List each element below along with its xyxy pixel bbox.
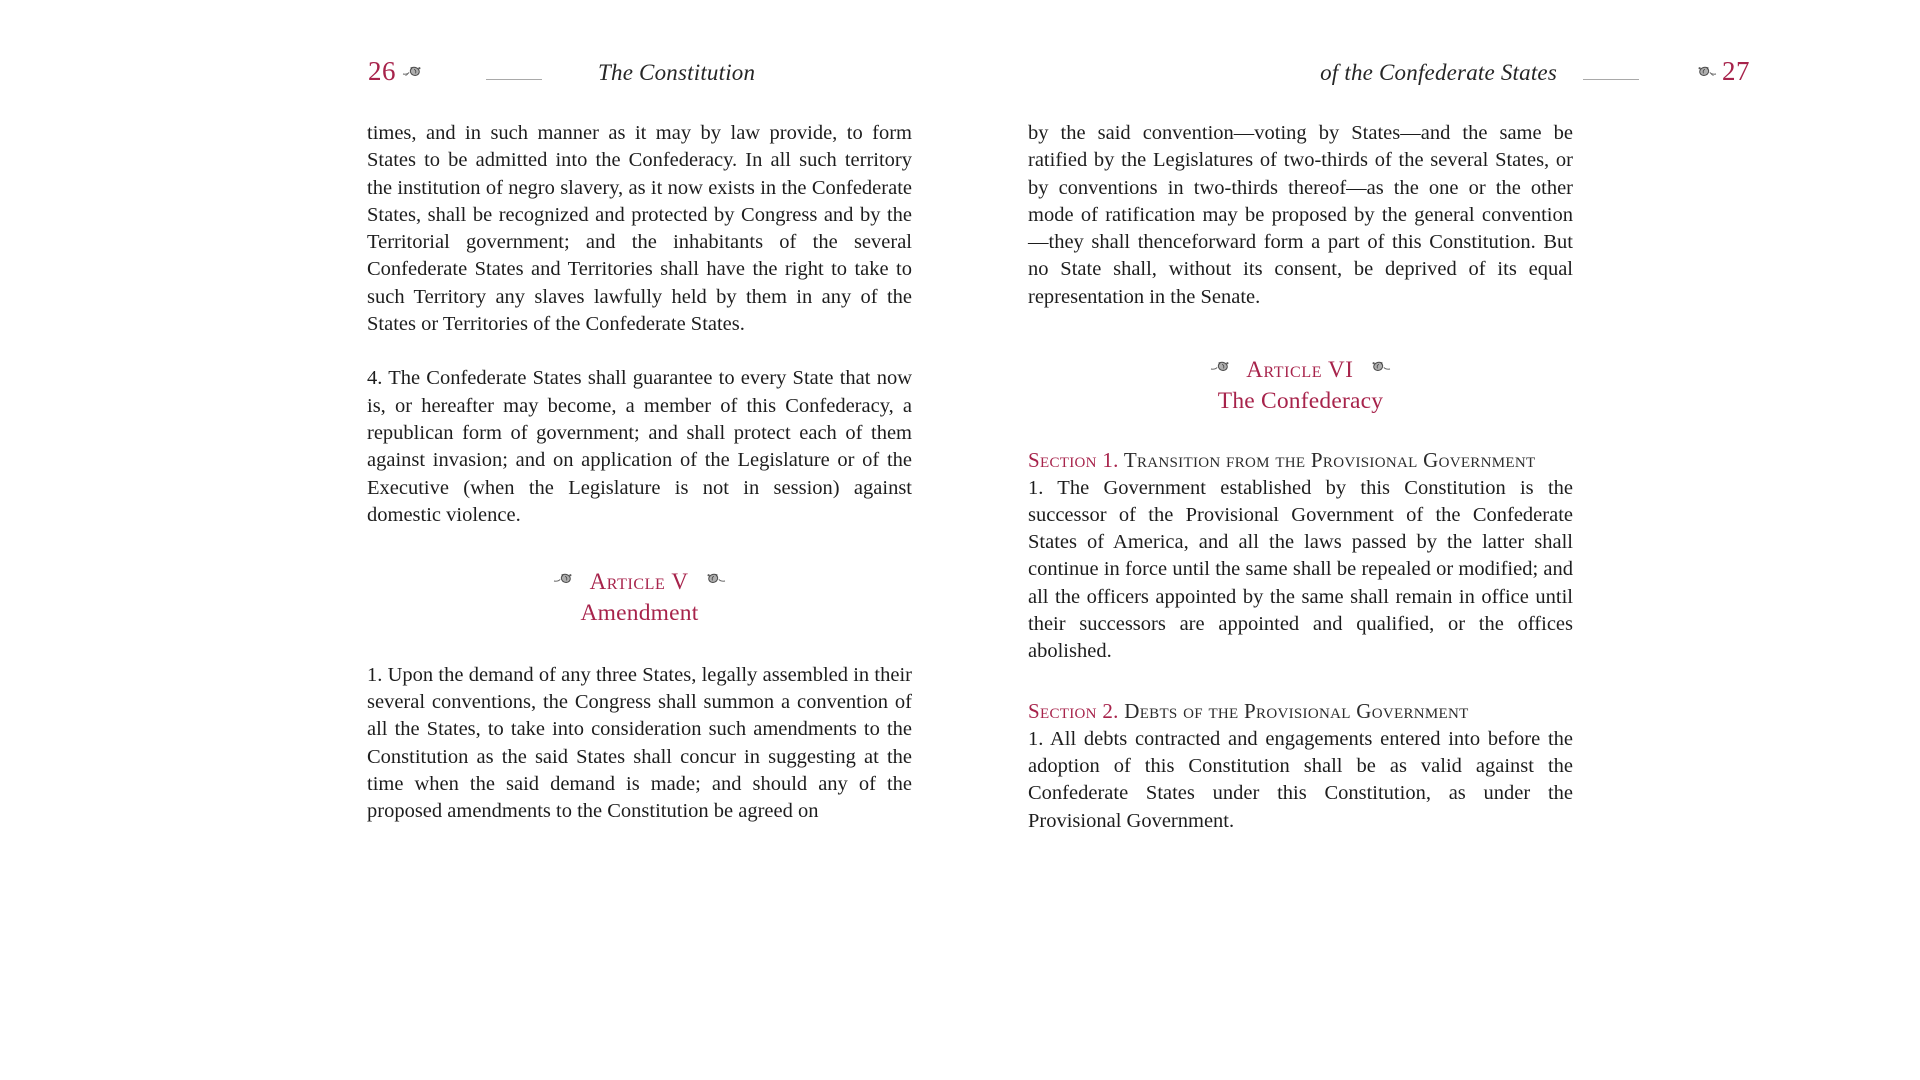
floral-ornament-icon — [704, 572, 726, 585]
running-head-left — [368, 56, 916, 90]
header-rule-right — [1583, 79, 1639, 80]
page-number-right: 27 — [1722, 56, 1750, 86]
paragraph: by the said convention—voting by States—and the same be ratified by the Legislatures of two-thirds of the several States, or by conventions in two-thirds thereof—as the one or the other mode of ratification may be proposed by the general convention—they shall thenceforward form a part of this Constitution. But no State shall, without its consent, be deprived of its equal representation in the Senate. — [1028, 122, 1573, 308]
article-heading-vi — [1028, 355, 1573, 416]
floral-ornament-icon — [1369, 360, 1391, 373]
article-title-text: The Confederacy — [1217, 387, 1384, 414]
article-number-text: Article VI — [1246, 357, 1354, 383]
left-page-text-column — [367, 120, 912, 825]
header-rule-left — [486, 79, 542, 80]
running-title-right: of the Confederate States — [1320, 60, 1557, 85]
floral-ornament-icon — [402, 65, 424, 78]
paragraph: 1. Upon the demand of any three States, legally assembled in their several conventions, the Congress shall summon a convention of all the States, to take into consideration such amendments to the Constitution as the said States shall concur in suggesting at the time when the said demand is made; and should any of the proposed amendments to the Constitution be agreed on — [367, 663, 912, 823]
article-heading-v — [367, 567, 912, 628]
paragraph: 1. All debts contracted and engagements entered into before the adoption of this Constitution shall be as valid against the Confederate States under this Constitution, as under the Provisional Government. — [1028, 727, 1573, 832]
running-title-left: The Constitution — [598, 60, 756, 85]
running-head-right — [1180, 56, 1750, 90]
paragraph: times, and in such manner as it may by law provide, to form States to be admitted into the Confederacy. In all such territory the institution of negro slavery, as it now exists in the Confederate States, shall be recognized and protected by Congress and by the Territorial government; and the inhabitants of the several Confederate States and Territories shall have the right to take to such Territory any slaves lawfully held by them in any of the States or Territories of the Confederate States. — [367, 122, 912, 336]
paragraph: 1. The Government established by this Constitution is the successor of the Provisional Government of the Confederate States of America, and all the laws passed by the latter shall continue in force until the same shall be repealed or modified; and all the officers appointed by the same shall remain in office until their successors are appointed and qualified, or the offices abolished. — [1028, 476, 1573, 663]
paragraph: 4. The Confederate States shall guarantee to every State that now is, or hereafter may become, a member of this Confederacy, a republican form of government; and shall protect each of them against invasion; and on application of the Legislature or of the Executive (when the Legislature is not in session) against domestic violence. — [367, 367, 912, 526]
page-number-left: 26 — [368, 56, 396, 86]
article-title-text: Amendment — [580, 599, 699, 626]
section-heading-2 — [1028, 699, 1573, 724]
floral-ornament-icon — [1695, 65, 1717, 78]
section-label: Section 1. — [1028, 447, 1119, 472]
floral-ornament-icon — [553, 572, 575, 585]
floral-ornament-icon — [1210, 360, 1232, 373]
article-number-text: Article V — [589, 569, 689, 595]
article-number-line — [367, 567, 912, 596]
section-title: Transition from the Provisional Government — [1123, 447, 1536, 472]
article-number-line — [1028, 355, 1573, 384]
section-title: Debts of the Provisional Government — [1124, 698, 1469, 723]
section-heading-1 — [1028, 448, 1573, 473]
section-label: Section 2. — [1028, 698, 1119, 723]
right-page-text-column — [1028, 120, 1573, 835]
